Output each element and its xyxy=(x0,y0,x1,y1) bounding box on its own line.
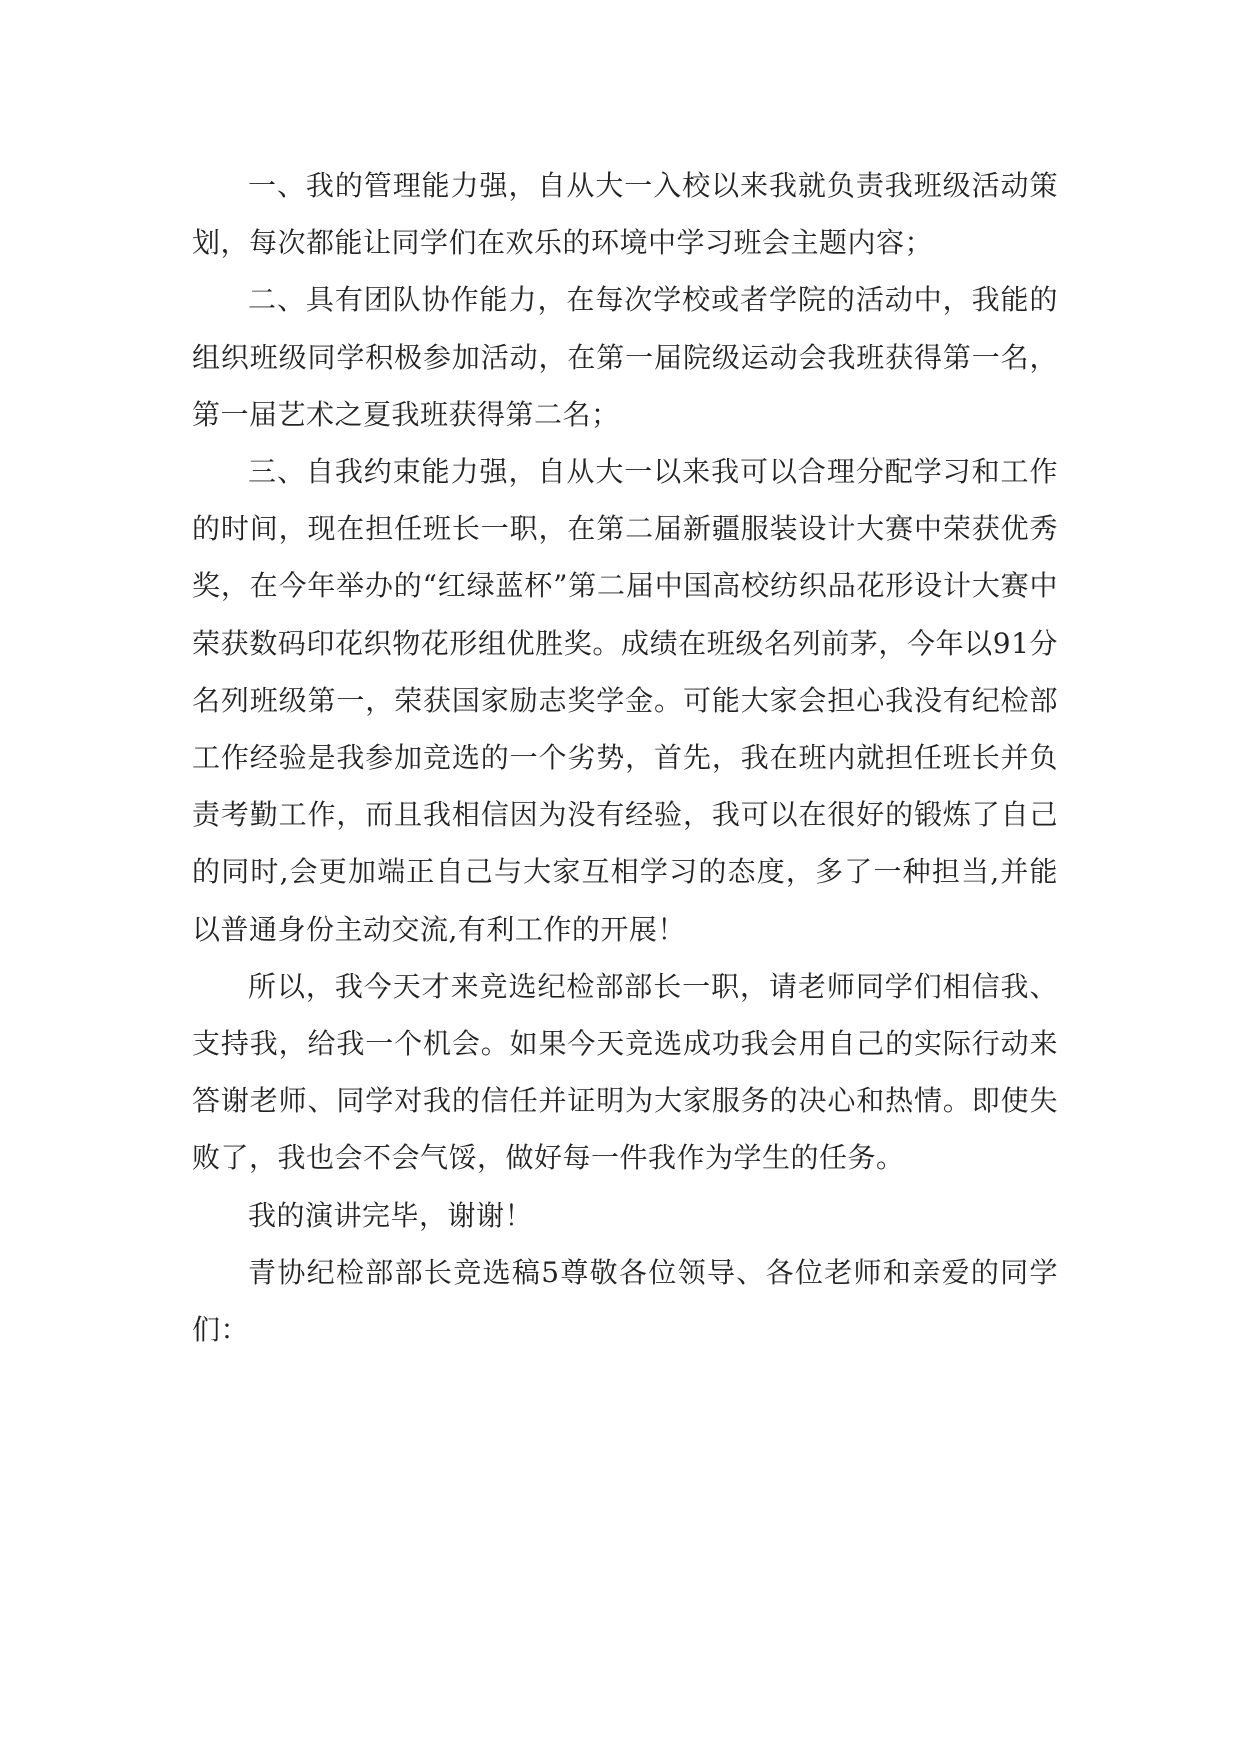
paragraph-self-discipline: 三、自我约束能力强，自从大一以来我可以合理分配学习和工作的时间，现在担任班长一职，在第二届新疆服装设计大赛中荣获优秀奖，在今年举办的“红绿蓝杯”第二届中国高校纺织品花形设计大赛中荣获数码印花织物花形组优胜奖。成绩在班级名列前茅，今年以91分名列班级第一，荣获国家励志奖学金。可能大家会担心我没有纪检部工作经验是我参加竞选的一个劣势，首先，我在班内就担任班长并负责考勤工作，而且我相信因为没有经验，我可以在很好的锻炼了自己的同时,会更加端正自己与大家互相学习的态度，多了一种担当,并能以普通身份主动交流,有利工作的开展！ xyxy=(192,455,1058,946)
paragraph-next-speech-heading: 青协纪检部部长竞选稿5尊敬各位领导、各位老师和亲爱的同学们： xyxy=(192,1255,1058,1347)
document-body xyxy=(192,157,1058,1358)
paragraph-management-ability: 一、我的管理能力强，自从大一入校以来我就负责我班级活动策划，每次都能让同学们在欢乐的环境中学习班会主题内容； xyxy=(192,169,1058,260)
paragraph-thanks: 我的演讲完毕，谢谢！ xyxy=(248,1198,534,1232)
paragraph-conclusion: 所以，我今天才来竞选纪检部部长一职，请老师同学们相信我、支持我，给我一个机会。如果今天竞选成功我会用自己的实际行动来答谢老师、同学对我的信任并证明为大家服务的决心和热情。即使失败了，我也会不会气馁，做好每一件我作为学生的任务。 xyxy=(192,969,1058,1175)
paragraph-teamwork-ability: 二、具有团队协作能力，在每次学校或者学院的活动中，我能的组织班级同学积极参加活动，在第一届院级运动会我班获得第一名，第一届艺术之夏我班获得第二名； xyxy=(192,283,1058,431)
